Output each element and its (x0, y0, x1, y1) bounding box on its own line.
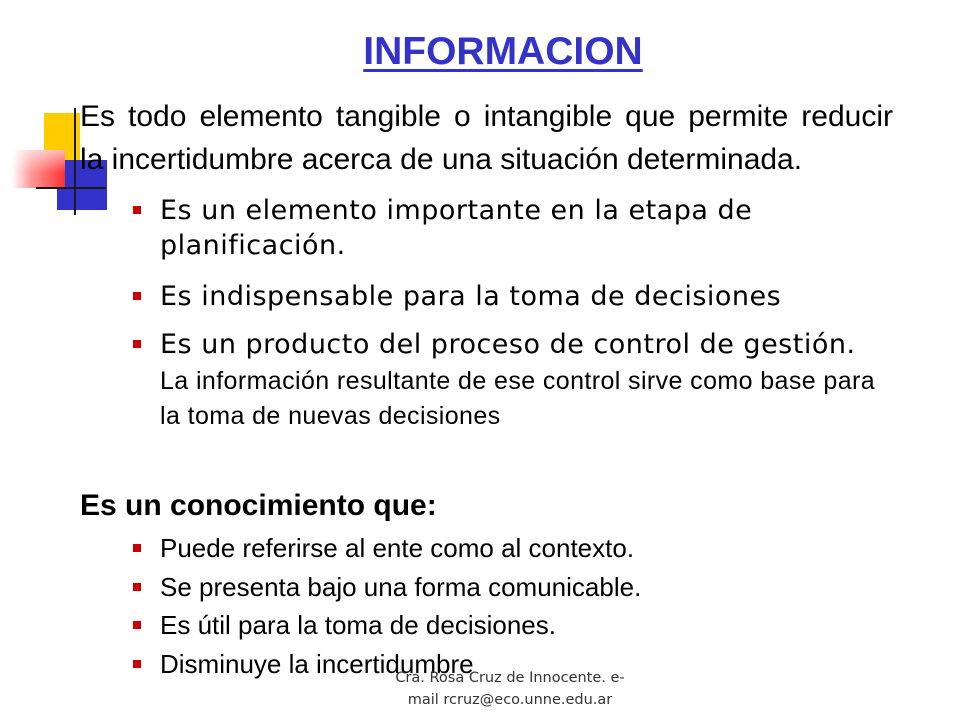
intro-line: Es todo elemento tangible o intangible que permite reducir (80, 100, 893, 133)
list-item (160, 193, 752, 263)
list-item (160, 568, 641, 607)
list-item-text: Disminuye la incertidumbre (160, 648, 474, 679)
square-bullet-icon (133, 292, 141, 300)
list-item (160, 606, 556, 645)
list-item-text: Es útil para la toma de decisiones. (160, 610, 556, 640)
footer-line: mail rcruz@eco.unne.edu.ar (407, 692, 613, 708)
slide-title: INFORMACION (363, 30, 643, 73)
list-item-text: Es un elemento importante en la etapa de (160, 195, 753, 226)
note-line: la toma de nuevas decisiones (160, 402, 501, 430)
square-bullet-icon (133, 583, 141, 591)
list-item-text: Es un producto del proceso de control de gestión. (160, 329, 856, 360)
list-item-text: Se presenta bajo una forma comunicable. (160, 571, 642, 602)
list-item (160, 529, 634, 568)
list-item (160, 279, 781, 314)
decorative-vertical-line (74, 108, 76, 215)
intro-paragraph (80, 95, 893, 181)
list-item-text: Es indispensable para la toma de decisiones (160, 281, 782, 312)
intro-line: la incertidumbre acerca de una situación determinada. (80, 143, 803, 176)
footer-line: Cra. Rosa Cruz de Innocente. e- (395, 670, 625, 686)
slide-footer (330, 667, 690, 711)
decorative-red-gradient-block (12, 150, 65, 188)
list-item-note (160, 364, 875, 434)
section-heading: Es un conocimiento que: (80, 489, 437, 522)
list-item (160, 327, 856, 362)
square-bullet-icon (133, 660, 141, 668)
square-bullet-icon (133, 544, 141, 552)
decorative-horizontal-line (36, 187, 106, 189)
note-line: La información resultante de ese control sirve como base para (160, 367, 876, 395)
square-bullet-icon (133, 206, 141, 214)
list-item-text: planificación. (160, 230, 346, 261)
list-item-text: Puede referirse al ente como al contexto. (160, 533, 635, 563)
square-bullet-icon (133, 340, 141, 348)
square-bullet-icon (133, 621, 141, 629)
